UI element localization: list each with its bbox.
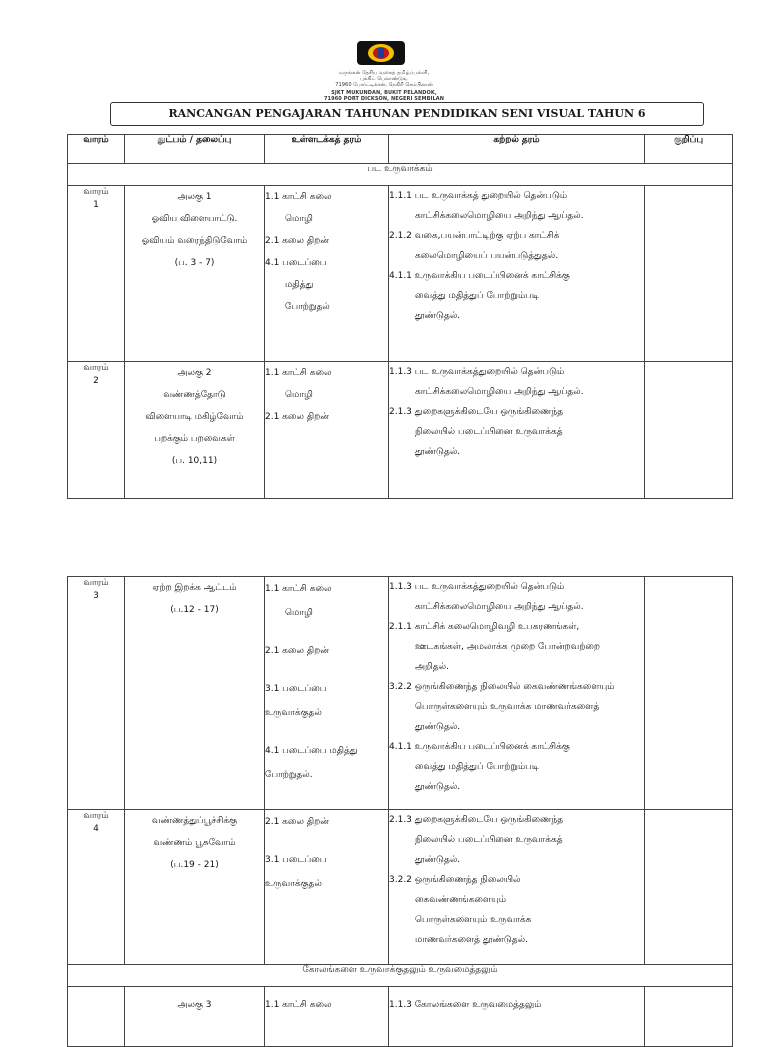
school-logo-icon [356, 40, 406, 66]
school-header [0, 30, 768, 102]
content-standard-cell: 1.1 காட்சி கலை மொழி 2.1 கலை திறன் 4.1 படைப்பை மதித்து போற்றுதல் [265, 186, 389, 362]
notes-cell [645, 987, 733, 1047]
notes-cell [645, 577, 733, 810]
table-row [68, 186, 733, 362]
content-standard-cell: 1.1 காட்சி கலை மொழி 2.1 கலை திறன் 3.1 படைப்பை உருவாக்குதல் 4.1 படைப்பை மதித்து போற்றுதல். [265, 577, 389, 810]
header-theme: துட்பம் / தலைப்பு [125, 135, 265, 164]
section-row: பட உருவாக்கம் [68, 164, 733, 186]
week-cell: வாரம் 2 [68, 362, 125, 499]
school-address-tamil-1: புக்கிட் பெலாண்டுக், [360, 76, 408, 82]
theme-cell: ஏற்ற இறக்க ஆட்டம் (ப.12 - 17) [125, 577, 265, 810]
header-notes: குறிப்பு [645, 135, 733, 164]
lesson-plan-table [67, 134, 733, 499]
learning-standard-cell: 2.1.3 துறைகளுக்கிடையே ஒருங்கிணைந்த நிலையில் படைப்பினை உருவாக்கத் தூண்டுதல். 3.2.2 ஒருங்கிணைந்த நிலையில் கைவண்ணங்களையும் பொருள்களையும் உருவாக்க மாணவர்களைத் தூண்டுதல். [389, 810, 645, 965]
learning-standard-cell: 1.1.3 பட உருவாக்கத்துறையில் தென்படும் காட்சிக்கலைமொழியை அறிந்து ஆய்தல். 2.1.1 காட்சிக் கலைமொழிவழி உபகரணங்கள், ஊடகங்கள், அமலாக்க முறை போன்றவற்றை அறிதல். 3.2.2 ஒருங்கிணைந்த நிலையில் கைவண்ணங்களையும் பொருள்களையும் உருவாக்க மாணவர்களைத் தூண்டுதல். 4.1.1 உருவாக்கிய படைப்பினைக் காட்சிக்கு வைத்து மதித்துப் போற்றும்படி தூண்டுதல். [389, 577, 645, 810]
learning-standard-cell: 1.1.1 பட உருவாக்கத் துறையில் தென்படும் காட்சிக்கலைமொழியை அறிந்து ஆய்தல். 2.1.2 வகை,பயன்பாட்டிற்கு ஏற்ப காட்சிக் கலைமொழியைப் பயன்படுத்துதல். 4.1.1 உருவாக்கிய படைப்பினைக் காட்சிக்கு வைத்து மதித்துப் போற்றும்படி தூண்டுதல். [389, 186, 645, 362]
table-row [68, 810, 733, 965]
notes-cell [645, 362, 733, 499]
content-standard-cell: 1.1 காட்சி கலை [265, 987, 389, 1047]
week-cell: வாரம் 3 [68, 577, 125, 810]
week-cell: வாரம் 4 [68, 810, 125, 965]
table-header-row [68, 135, 733, 164]
table-row [68, 362, 733, 499]
document-title: RANCANGAN PENGAJARAN TAHUNAN PENDIDIKAN SENI VISUAL TAHUN 6 [110, 102, 704, 126]
school-name-tamil: மருங்கன் தேசிய வகைத் தமிழ்ப்பள்ளி, [338, 70, 430, 76]
table-row [68, 577, 733, 810]
week-cell: வாரம் 1 [68, 186, 125, 362]
learning-standard-cell: 1.1.3 கோலங்களை உருவமைத்தலும் [389, 987, 645, 1047]
week-cell [68, 987, 125, 1047]
lesson-plan-table-continued [67, 576, 733, 1047]
school-name-latin: SJKT MUKUNDAN, BUKIT PELANDOK, [331, 90, 437, 96]
table-row [68, 987, 733, 1047]
header-content-standard: உள்ளடக்கத் தரம் [265, 135, 389, 164]
notes-cell [645, 186, 733, 362]
header-learning-standard: கற்றல் தரம் [389, 135, 645, 164]
theme-cell: அலகு 3 [125, 987, 265, 1047]
header-week: வாரம் [68, 135, 125, 164]
theme-cell: அலகு 1 ஓவிய விளையாட்டு. ஓவியம் வரைந்திடுவோம் (ப. 3 - 7) [125, 186, 265, 362]
learning-standard-cell: 1.1.3 பட உருவாக்கத்துறையில் தென்படும் காட்சிக்கலைமொழியை அறிந்து ஆய்தல். 2.1.3 துறைகளுக்கிடையே ஒருங்கிணைந்த நிலையில் படைப்பினை உருவாக்கத் தூண்டுதல். [389, 362, 645, 499]
content-standard-cell: 2.1 கலை திறன் 3.1 படைப்பை உருவாக்குதல் [265, 810, 389, 965]
theme-cell: அலகு 2 வண்ணத்தோடு விளையாடி மகிழ்வோம் பறக்கும் பறவைகள் (ப. 10,11) [125, 362, 265, 499]
school-address-tamil-2: 71960 போர்ட்டிக்சன், நெகிரி செம்பிலான் [335, 82, 433, 88]
theme-cell: வண்ணத்துப்பூச்சிக்கு வண்ணம் பூசுவோம் (ப.19 - 21) [125, 810, 265, 965]
notes-cell [645, 810, 733, 965]
school-address-latin: 71960 PORT DICKSON, NEGERI SEMBILAN [323, 96, 445, 102]
content-standard-cell: 1.1 காட்சி கலை மொழி 2.1 கலை திறன் [265, 362, 389, 499]
section-row: கோலங்களை உருவாக்குதலும் உருவமைத்தலும் [68, 965, 733, 987]
